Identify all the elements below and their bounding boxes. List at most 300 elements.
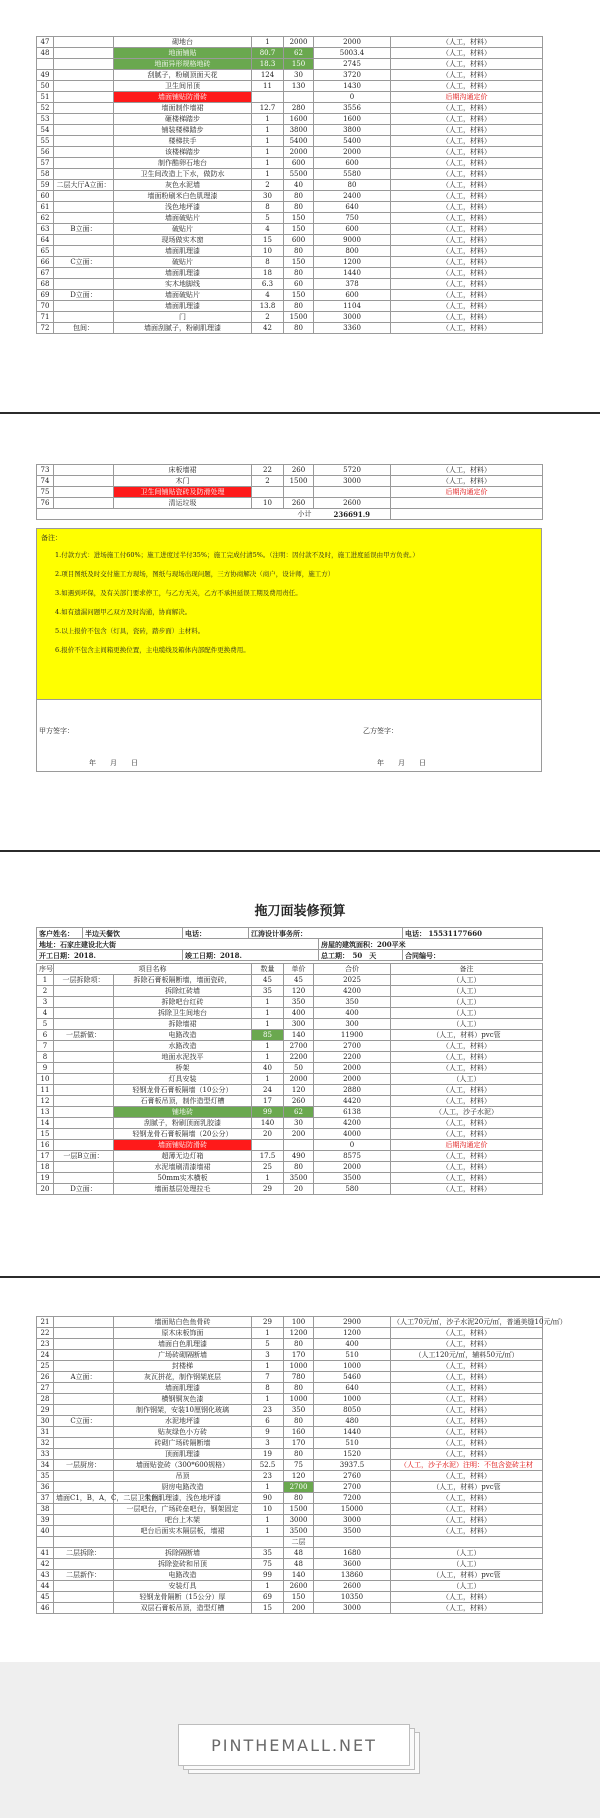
row-unit-price: 2700 <box>284 1041 314 1052</box>
site-logo[interactable] <box>178 1724 422 1768</box>
row-unit-price: 200 <box>284 1129 314 1140</box>
row-number: 27 <box>37 1383 54 1394</box>
row-total: 2600 <box>314 498 391 509</box>
row-area <box>54 1471 114 1482</box>
row-area <box>54 103 114 114</box>
row-number: 44 <box>37 1581 54 1592</box>
remarks-box <box>36 528 542 700</box>
row-area <box>54 1504 114 1515</box>
row-item: 电路改造 <box>114 1570 252 1581</box>
row-area <box>54 1581 114 1592</box>
row-unit-price: 80 <box>284 323 314 334</box>
table-row <box>37 1173 543 1184</box>
row-unit-price: 75 <box>284 1460 314 1471</box>
row-total: 2400 <box>314 191 391 202</box>
row-item: 拆除石膏板隔断墙，墙面瓷砖， <box>114 975 252 986</box>
row-quantity <box>252 92 284 103</box>
row-note: （人工，材料） <box>391 169 543 180</box>
row-unit-price: 3500 <box>284 1173 314 1184</box>
table-row <box>37 1438 543 1449</box>
table-row <box>37 59 543 70</box>
row-quantity: 1 <box>252 997 284 1008</box>
row-item: 楼梯扶手 <box>114 136 252 147</box>
table-row <box>37 81 543 92</box>
row-item: 砸楼梯踏步 <box>114 114 252 125</box>
row-area: 一层厨房： <box>54 1460 114 1471</box>
row-area <box>54 158 114 169</box>
row-note: （人工，材料） <box>391 1173 543 1184</box>
row-item: 厨房电路改造 <box>114 1482 252 1493</box>
end-date: 竣工日期：2018. <box>183 950 319 961</box>
row-total: 3937.5 <box>314 1460 391 1471</box>
row-unit-price: 300 <box>284 1019 314 1030</box>
row-note: （人工，材料）pvc管 <box>391 1482 543 1493</box>
row-total: 3500 <box>314 1526 391 1537</box>
row-number: 11 <box>37 1085 54 1096</box>
table-row <box>37 1184 543 1195</box>
row-total: 1430 <box>314 81 391 92</box>
row-item: 墙面白色肌理漆 <box>114 1339 252 1350</box>
row-area <box>54 1140 114 1151</box>
row-area <box>54 59 114 70</box>
row-number: 32 <box>37 1438 54 1449</box>
budget-table-part-2 <box>36 464 543 520</box>
row-quantity: 4 <box>252 290 284 301</box>
row-number: 29 <box>37 1405 54 1416</box>
row-unit-price: 490 <box>284 1151 314 1162</box>
column-header: 合价 <box>314 964 391 975</box>
row-item: 墙面破贴片 <box>114 290 252 301</box>
table-row <box>37 191 543 202</box>
signature-area <box>36 700 542 772</box>
remark-item: 3.如遇到环保，及有关部门要求停工，与乙方无关，乙方不承担延误工期及费用责任。 <box>55 589 302 597</box>
phone-label: 电话： <box>183 928 249 939</box>
row-number: 66 <box>37 257 54 268</box>
row-note: （人工，沙子水泥） <box>391 1107 543 1118</box>
row-note: （人工，材料） <box>391 213 543 224</box>
row-number: 7 <box>37 1041 54 1052</box>
row-number: 24 <box>37 1350 54 1361</box>
row-unit-price <box>284 1140 314 1151</box>
row-unit-price: 3000 <box>284 1515 314 1526</box>
row-unit-price: 2700 <box>284 1482 314 1493</box>
row-item: 吧台后面实木隔层板，墙裙 <box>114 1526 252 1537</box>
table-row <box>37 1427 543 1438</box>
row-quantity: 6.3 <box>252 279 284 290</box>
row-quantity: 124 <box>252 70 284 81</box>
row-area <box>54 1118 114 1129</box>
row-note: （人工，材料） <box>391 1383 543 1394</box>
row-number: 63 <box>37 224 54 235</box>
row-area: 墙面C1，B，A，C，二层卫生间： <box>54 1493 114 1504</box>
row-quantity: 1 <box>252 114 284 125</box>
row-note: （人工，材料） <box>391 1394 543 1405</box>
row-note: （人工，材料） <box>391 1096 543 1107</box>
row-unit-price: 80 <box>284 1416 314 1427</box>
row-number: 65 <box>37 246 54 257</box>
table-row <box>37 1085 543 1096</box>
row-item: 桥架 <box>114 1063 252 1074</box>
table-row <box>37 1140 543 1151</box>
row-note: （人工，材料） <box>391 1151 543 1162</box>
row-area <box>54 498 114 509</box>
row-total: 378 <box>314 279 391 290</box>
table-row <box>37 92 543 103</box>
row-total: 3556 <box>314 103 391 114</box>
table-row <box>37 1504 543 1515</box>
sheet-page-3 <box>0 860 600 1274</box>
row-unit-price: 2200 <box>284 1052 314 1063</box>
row-total: 1000 <box>314 1361 391 1372</box>
row-area <box>54 1008 114 1019</box>
row-number: 17 <box>37 1151 54 1162</box>
subtotal-label: 小计 <box>37 509 314 520</box>
row-item: 双层石膏板吊顶，造型灯槽 <box>114 1603 252 1614</box>
row-quantity: 140 <box>252 1118 284 1129</box>
row-quantity: 11 <box>252 81 284 92</box>
row-total: 2900 <box>314 1317 391 1328</box>
row-area: 一层拆除项： <box>54 975 114 986</box>
row-item: 地面异形规格地砖 <box>114 59 252 70</box>
table-row <box>37 1074 543 1085</box>
table-row <box>37 257 543 268</box>
row-item: 墙面破贴片 <box>114 213 252 224</box>
row-item: 顶面肌理漆 <box>114 1449 252 1460</box>
row-number: 60 <box>37 191 54 202</box>
table-row <box>37 158 543 169</box>
row-number: 64 <box>37 235 54 246</box>
table-row <box>37 975 543 986</box>
row-unit-price: 260 <box>284 498 314 509</box>
row-number: 5 <box>37 1019 54 1030</box>
row-area: C立面： <box>54 257 114 268</box>
row-area <box>54 37 114 48</box>
row-note: （人工，材料）pvc管 <box>391 1570 543 1581</box>
sheet-page-2 <box>0 424 600 840</box>
row-note: （人工，材料） <box>391 1449 543 1460</box>
row-unit-price: 2000 <box>284 147 314 158</box>
row-item: 实木地脚线 <box>114 279 252 290</box>
site-logo-text: PINTHEMALL.NET <box>211 1736 377 1755</box>
table-row <box>37 1339 543 1350</box>
row-unit-price: 3800 <box>284 125 314 136</box>
row-unit-price: 3500 <box>284 1526 314 1537</box>
row-note: （人工） <box>391 1074 543 1085</box>
row-item: 轻钢龙骨石膏板隔墙（10公分） <box>114 1085 252 1096</box>
row-number: 46 <box>37 1603 54 1614</box>
row-quantity: 1 <box>252 1482 284 1493</box>
row-unit-price: 1500 <box>284 312 314 323</box>
table-row <box>37 1107 543 1118</box>
row-item: 贴灰绿色小方砖 <box>114 1427 252 1438</box>
row-item: 拆除吧台红砖 <box>114 997 252 1008</box>
row-total: 1200 <box>314 257 391 268</box>
row-total: 2700 <box>314 1482 391 1493</box>
row-quantity: 5 <box>252 1339 284 1350</box>
row-area <box>54 1427 114 1438</box>
row-quantity: 1 <box>252 1526 284 1537</box>
table-row <box>37 1008 543 1019</box>
row-total: 4000 <box>314 1129 391 1140</box>
row-area <box>54 1317 114 1328</box>
table-row <box>37 213 543 224</box>
row-unit-price: 160 <box>284 1427 314 1438</box>
budget-rows <box>37 1317 567 1614</box>
row-quantity: 99 <box>252 1107 284 1118</box>
row-note: （人工，材料） <box>391 180 543 191</box>
row-number: 50 <box>37 81 54 92</box>
row-unit-price: 1500 <box>284 1504 314 1515</box>
row-total: 1000 <box>314 1394 391 1405</box>
row-number: 73 <box>37 465 54 476</box>
row-total: 1440 <box>314 268 391 279</box>
row-number: 18 <box>37 1162 54 1173</box>
row-quantity: 9 <box>252 1427 284 1438</box>
row-unit-price: 100 <box>284 1317 314 1328</box>
row-note: （人工） <box>391 986 543 997</box>
row-item: 原木床板饰面 <box>114 1328 252 1339</box>
row-area <box>54 1383 114 1394</box>
row-quantity: 2 <box>252 180 284 191</box>
row-number: 70 <box>37 301 54 312</box>
row-item: 刮腻子，粉刷顶面乳胶漆 <box>114 1118 252 1129</box>
table-row <box>37 1515 543 1526</box>
client-name: 半边天餐饮 <box>83 928 183 939</box>
row-total: 350 <box>314 997 391 1008</box>
row-number: 53 <box>37 114 54 125</box>
row-item: 破贴片 <box>114 224 252 235</box>
row-unit-price: 350 <box>284 1405 314 1416</box>
row-quantity: 1 <box>252 1328 284 1339</box>
row-number: 59 <box>37 180 54 191</box>
row-total <box>314 1537 391 1548</box>
row-quantity: 19 <box>252 1449 284 1460</box>
row-area <box>54 487 114 498</box>
row-note: （人工，材料） <box>391 1526 543 1537</box>
row-item: 石膏板吊顶，制作造型灯槽 <box>114 1096 252 1107</box>
row-item: 制作钢架，安装10厘钢化玻璃 <box>114 1405 252 1416</box>
row-number: 45 <box>37 1592 54 1603</box>
row-item: 灰色水泥墙 <box>114 180 252 191</box>
row-total: 2000 <box>314 37 391 48</box>
row-item: 木门 <box>114 476 252 487</box>
designer-phone: 15531177660 <box>428 928 483 938</box>
remark-item: 4.如有遗漏问题甲乙双方及时沟通，协商解决。 <box>55 608 192 616</box>
row-item <box>114 1537 252 1548</box>
row-quantity: 15 <box>252 1603 284 1614</box>
row-item: 墙面基层处理拉毛 <box>114 1184 252 1195</box>
row-note: 后期沟通定价 <box>391 487 543 498</box>
table-row <box>37 1151 543 1162</box>
row-total: 3000 <box>314 1515 391 1526</box>
row-total: 3000 <box>314 476 391 487</box>
row-note: （人工） <box>391 1019 543 1030</box>
table-row <box>37 224 543 235</box>
row-item: 墙面刮腻子，粉刷肌理漆 <box>114 323 252 334</box>
row-unit-price: 二层 <box>284 1537 314 1548</box>
row-number: 35 <box>37 1471 54 1482</box>
row-total: 1200 <box>314 1328 391 1339</box>
party-b-signature: 乙方签字： <box>363 727 398 735</box>
row-quantity: 1 <box>252 1074 284 1085</box>
row-total: 510 <box>314 1350 391 1361</box>
budget-rows <box>37 975 543 1195</box>
row-total: 600 <box>314 158 391 169</box>
row-note: （人工，材料） <box>391 1339 543 1350</box>
row-number: 75 <box>37 487 54 498</box>
budget-table-part-1 <box>36 36 543 334</box>
row-unit-price: 80 <box>284 1383 314 1394</box>
client-label: 客户姓名： <box>37 928 83 939</box>
row-number: 10 <box>37 1074 54 1085</box>
row-quantity: 1 <box>252 1394 284 1405</box>
row-note: （人工，材料） <box>391 125 543 136</box>
table-row <box>37 487 543 498</box>
row-area: D立面： <box>54 290 114 301</box>
table-row <box>37 1603 543 1614</box>
table-row <box>37 986 543 997</box>
row-area <box>54 114 114 125</box>
row-note: （人工，材料） <box>391 246 543 257</box>
row-quantity: 75 <box>252 1559 284 1570</box>
row-total: 1680 <box>314 1548 391 1559</box>
row-number: 13 <box>37 1107 54 1118</box>
row-note: （人工，材料） <box>391 1592 543 1603</box>
row-unit-price: 80 <box>284 202 314 213</box>
row-quantity: 15 <box>252 235 284 246</box>
row-total: 480 <box>314 1416 391 1427</box>
row-note: （人工，材料） <box>391 312 543 323</box>
row-note: （人工，材料） <box>391 1515 543 1526</box>
row-item: 墙面肌理漆 <box>114 1383 252 1394</box>
row-quantity: 35 <box>252 1548 284 1559</box>
row-quantity: 2 <box>252 476 284 487</box>
row-note: （人工，材料） <box>391 136 543 147</box>
row-item: 墙面贴瓷砖（300*600规格） <box>114 1460 252 1471</box>
table-row <box>37 1559 543 1570</box>
table-row <box>37 1162 543 1173</box>
row-note: （人工，材料） <box>391 59 543 70</box>
row-total: 0 <box>314 1140 391 1151</box>
row-item: 墙面肌理漆 <box>114 301 252 312</box>
table-row <box>37 1361 543 1372</box>
row-note: （人工，材料） <box>391 465 543 476</box>
row-quantity: 24 <box>252 1085 284 1096</box>
row-number <box>37 59 54 70</box>
row-unit-price: 780 <box>284 1372 314 1383</box>
column-header: 数量 <box>252 964 284 975</box>
row-quantity: 25 <box>252 1162 284 1173</box>
row-quantity: 23 <box>252 1405 284 1416</box>
table-row <box>37 169 543 180</box>
row-total: 3600 <box>314 1559 391 1570</box>
row-number: 6 <box>37 1030 54 1041</box>
row-item: 墙面肌理漆 <box>114 246 252 257</box>
row-area <box>54 125 114 136</box>
row-total: 8050 <box>314 1405 391 1416</box>
row-unit-price: 120 <box>284 986 314 997</box>
row-unit-price: 140 <box>284 1570 314 1581</box>
row-total: 1600 <box>314 114 391 125</box>
row-note: （人工，材料） <box>391 1184 543 1195</box>
row-area <box>54 1173 114 1184</box>
row-area <box>54 268 114 279</box>
table-row <box>37 1129 543 1140</box>
table-row <box>37 1328 543 1339</box>
row-quantity: 23 <box>252 1471 284 1482</box>
party-a-signature: 甲方签字： <box>39 727 74 735</box>
row-note: （人工，材料） <box>391 1471 543 1482</box>
row-quantity: 1 <box>252 1361 284 1372</box>
row-number: 21 <box>37 1317 54 1328</box>
row-area: 一层新做： <box>54 1030 114 1041</box>
row-number: 36 <box>37 1482 54 1493</box>
row-quantity: 1 <box>252 1581 284 1592</box>
row-item: 墙面肌理漆 <box>114 268 252 279</box>
row-quantity: 1 <box>252 158 284 169</box>
row-note: （人工，材料） <box>391 290 543 301</box>
row-item: 破贴片 <box>114 257 252 268</box>
row-number: 8 <box>37 1052 54 1063</box>
table-row <box>37 1405 543 1416</box>
row-item: 吊顶 <box>114 1471 252 1482</box>
row-number: 34 <box>37 1460 54 1471</box>
row-unit-price: 30 <box>284 1118 314 1129</box>
table-row <box>37 48 543 59</box>
row-quantity: 35 <box>252 986 284 997</box>
page-separator <box>0 412 600 414</box>
row-total: 5460 <box>314 1372 391 1383</box>
row-area <box>54 1129 114 1140</box>
row-unit-price <box>284 487 314 498</box>
row-total: 2700 <box>314 1041 391 1052</box>
row-unit-price: 280 <box>284 103 314 114</box>
row-total: 510 <box>314 1438 391 1449</box>
row-area: 二层大厅A立面： <box>54 180 114 191</box>
row-note: （人工，材料） <box>391 70 543 81</box>
row-quantity: 85 <box>252 1030 284 1041</box>
remark-item: 5.以上报价不包含（灯具，瓷砖，踏步面）主材料。 <box>55 627 205 635</box>
row-unit-price: 80 <box>284 246 314 257</box>
row-area: B立面： <box>54 224 114 235</box>
row-total: 400 <box>314 1008 391 1019</box>
row-area <box>54 1350 114 1361</box>
row-total: 2000 <box>314 1162 391 1173</box>
sheet-page-1 <box>0 0 600 412</box>
row-area <box>54 169 114 180</box>
row-item: 卫生间改造上下水，做防水 <box>114 169 252 180</box>
row-note: （人工，材料） <box>391 191 543 202</box>
row-total: 6138 <box>314 1107 391 1118</box>
row-quantity: 17 <box>252 1096 284 1107</box>
row-number: 47 <box>37 37 54 48</box>
row-item: 拆除瓷砖和吊顶 <box>114 1559 252 1570</box>
table-row <box>37 268 543 279</box>
row-note <box>391 1537 543 1548</box>
row-note: （人工，材料） <box>391 1063 543 1074</box>
row-unit-price: 200 <box>284 1603 314 1614</box>
row-note: （人工，材料） <box>391 114 543 125</box>
row-number: 14 <box>37 1118 54 1129</box>
row-note: 后期沟通定价 <box>391 92 543 103</box>
project-header <box>36 927 543 961</box>
row-note: （人工） <box>391 1548 543 1559</box>
row-number: 67 <box>37 268 54 279</box>
row-area <box>54 1019 114 1030</box>
row-note: （人工，材料） <box>391 1361 543 1372</box>
row-area <box>54 1438 114 1449</box>
row-unit-price: 80 <box>284 1449 314 1460</box>
